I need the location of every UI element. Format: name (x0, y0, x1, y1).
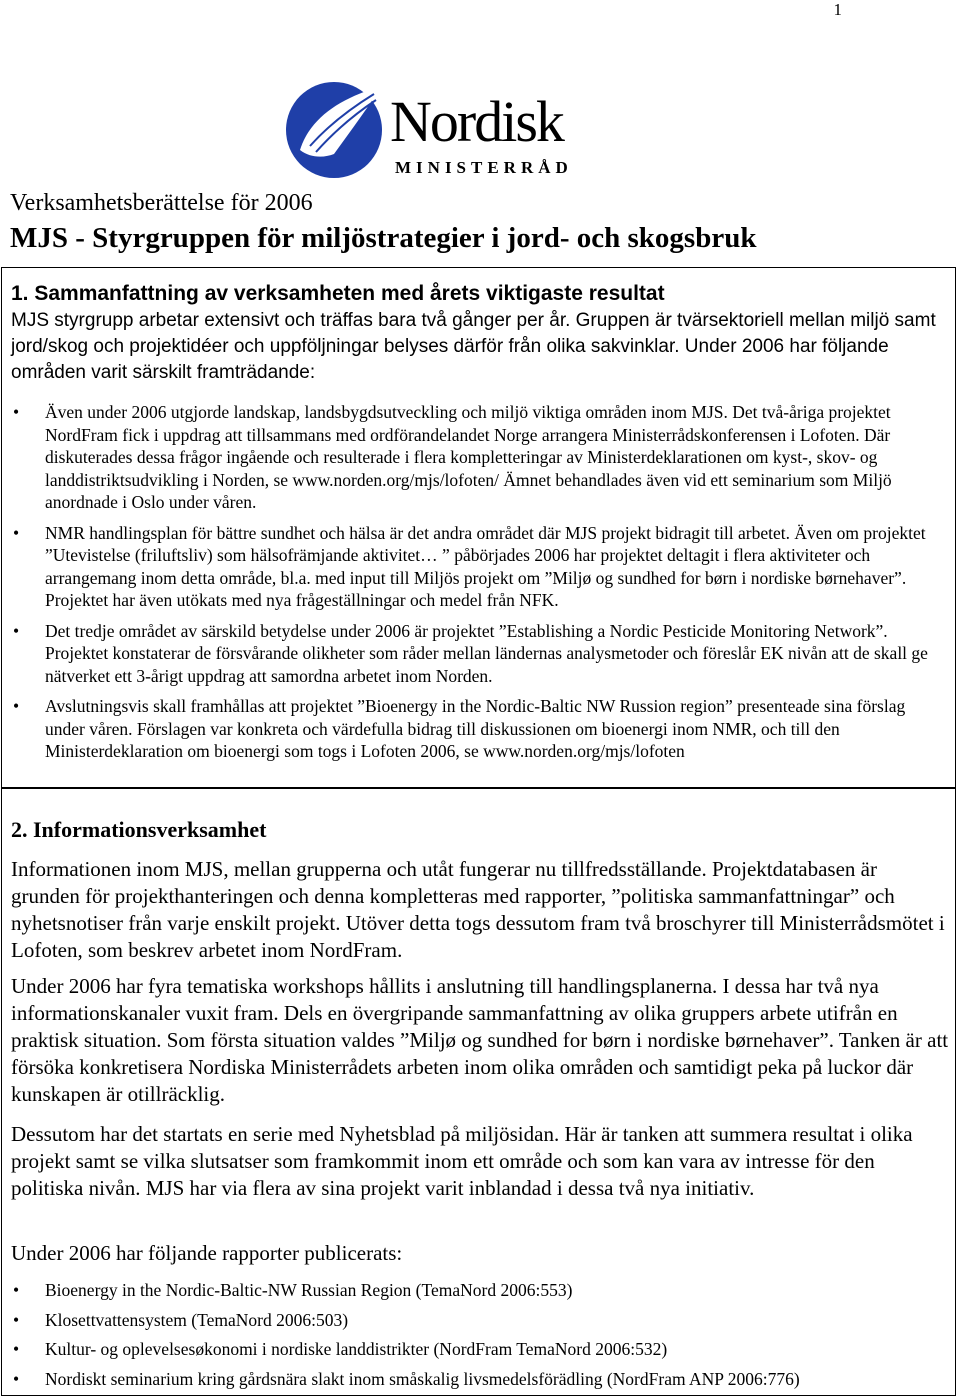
list-item: • Kultur- og oplevelsesøkonomi i nordiske landdistrikter (NordFram TemaNord 2006:532) (2, 1338, 957, 1360)
list-item: • Även under 2006 utgjorde landskap, landsbygdsutveckling och miljö viktiga områden inom MJS. Det två-åriga projektet NordFram fick i uppdrag att tillsammans med ordförandelandet Norge arrangera Ministerrådskonferensen i Lofoten. Där diskuterades dessa frågor ingående och resulterade i flera kompletteringar av Ministerdeklarationen om kyst-, skov- og landdistriktsudvikling i Norden, se www.norden.org/mjs/lofoten/ Ämnet behandlades även vid ett seminarium som Miljö anordnade i Oslo under våren. (2, 401, 957, 514)
reports-intro: Under 2006 har följande rapporter publicerats: (11, 1241, 403, 1265)
section-2-heading: 2. Informationsverksamhet (11, 817, 267, 842)
logo-subtitle: MINISTERRÅD (395, 158, 573, 177)
section-1-bullet-list (2, 401, 957, 771)
list-item: • Det tredje området av särskild betydelse under 2006 är projektet ”Establishing a Nordic Pesticide Monitoring Network”. Projektet konstaterar de försvårande olikheter som råder mellan ländernas analysmetoder och föreslår EK nivån att de skall ge nätverket ett 3-årigt uppdrag att samordna arbetet inom Norden. (2, 620, 957, 688)
section-1-heading: 1. Sammanfattning av verksamheten med årets viktigaste resultat (11, 282, 665, 305)
list-item: • Bioenergy in the Nordic-Baltic-NW Russian Region (TemaNord 2006:553) (2, 1279, 957, 1301)
list-item: • Nordiskt seminarium kring gårdsnära slakt inom småskalig livsmedelsförädling (NordFram ANP 2006:776) (2, 1368, 957, 1390)
list-item: • Avslutningsvis skall framhållas att projektet ”Bioenergy in the Nordic-Baltic NW Russion region” presenteade sina förslag under våren. Förslagen var konkreta och värdefulla bidrag till diskussionen om bioenergi inom NMR, och till den Ministerdeklaration om bioenergi som togs i Lofoten 2006, se www.norden.org/mjs/lofoten (2, 695, 957, 763)
logo-name: Nordisk (390, 89, 563, 154)
document-subtitle: Verksamhetsberättelse för 2006 (10, 190, 313, 216)
page-number: 1 (833, 0, 842, 19)
section-1-box (1, 267, 956, 788)
reports-list (2, 1279, 957, 1397)
nordisk-ministerrad-logo (270, 58, 702, 188)
paragraph: Under 2006 har fyra tematiska workshops hållits i anslutning till handlingsplanerna. I dessa har två nya informationskanaler vuxit fram. Dels en övergripande sammanfattning av olika gruppers arbete utifrån en praktisk situation. Som första situation valdes ”Miljø og sundhed for børn i nordiske børnehaver”. Tanken är att försöka konkretisera Nordiska Ministerrådets arbeten inom olika områden och samtidigt peka på luckor där kunskapen är otillräcklig. (11, 974, 949, 1106)
paragraph: Informationen inom MJS, mellan grupperna och utåt fungerar nu tillfredsställande. Projektdatabasen är grunden för projekthanteringen och denna kompletteras med rapporter, ”politiska sammanfattningar” och nyhetsnotiser från varje enskilt projekt. Utöver detta togs dessutom fram två broschyrer till Ministerrådsmötet i Lofoten, som beskrev arbetet inom NordFram. (11, 857, 945, 962)
list-item: • NMR handlingsplan för bättre sundhet och hälsa är det andra området där MJS projekt bidragit till arbetet. Även om projektet ”Utevistelse (friluftsliv) som hälsofrämjande aktivitet… ” påbörjades 2006 har projektet deltagit i flera aktiviteter och arrangemang inom detta område, bl.a. med input till Miljös projekt om ”Miljø og sundhed for børn i nordiske børnehaver”. Projektet har även utökats med nya frågeställningar och medel från NFK. (2, 522, 957, 612)
list-item: • Klosettvattensystem (TemaNord 2006:503) (2, 1309, 957, 1331)
section-1-intro: MJS styrgrupp arbetar extensivt och träffas bara två gånger per år. Gruppen är tvärsektoriell mellan miljö samt jord/skog och projektidéer och uppföljningar belyses därför från olika sakvinklar. Under 2006 har följande områden varit särskilt framträdande: (11, 310, 936, 383)
section-2-box (1, 788, 956, 1396)
document-title: MJS - Styrgruppen för miljöstrategier i jord- och skogsbruk (10, 222, 757, 254)
paragraph: Dessutom har det startats en serie med Nyhetsblad på miljösidan. Här är tanken att summera resultat i olika projekt samt se vilka slutsatser som framkommit inom ett område och som kan vara av intresse för den politiska nivån. MJS har via flera av sina projekt varit inblandad i dessa två nya initiativ. (11, 1122, 913, 1200)
